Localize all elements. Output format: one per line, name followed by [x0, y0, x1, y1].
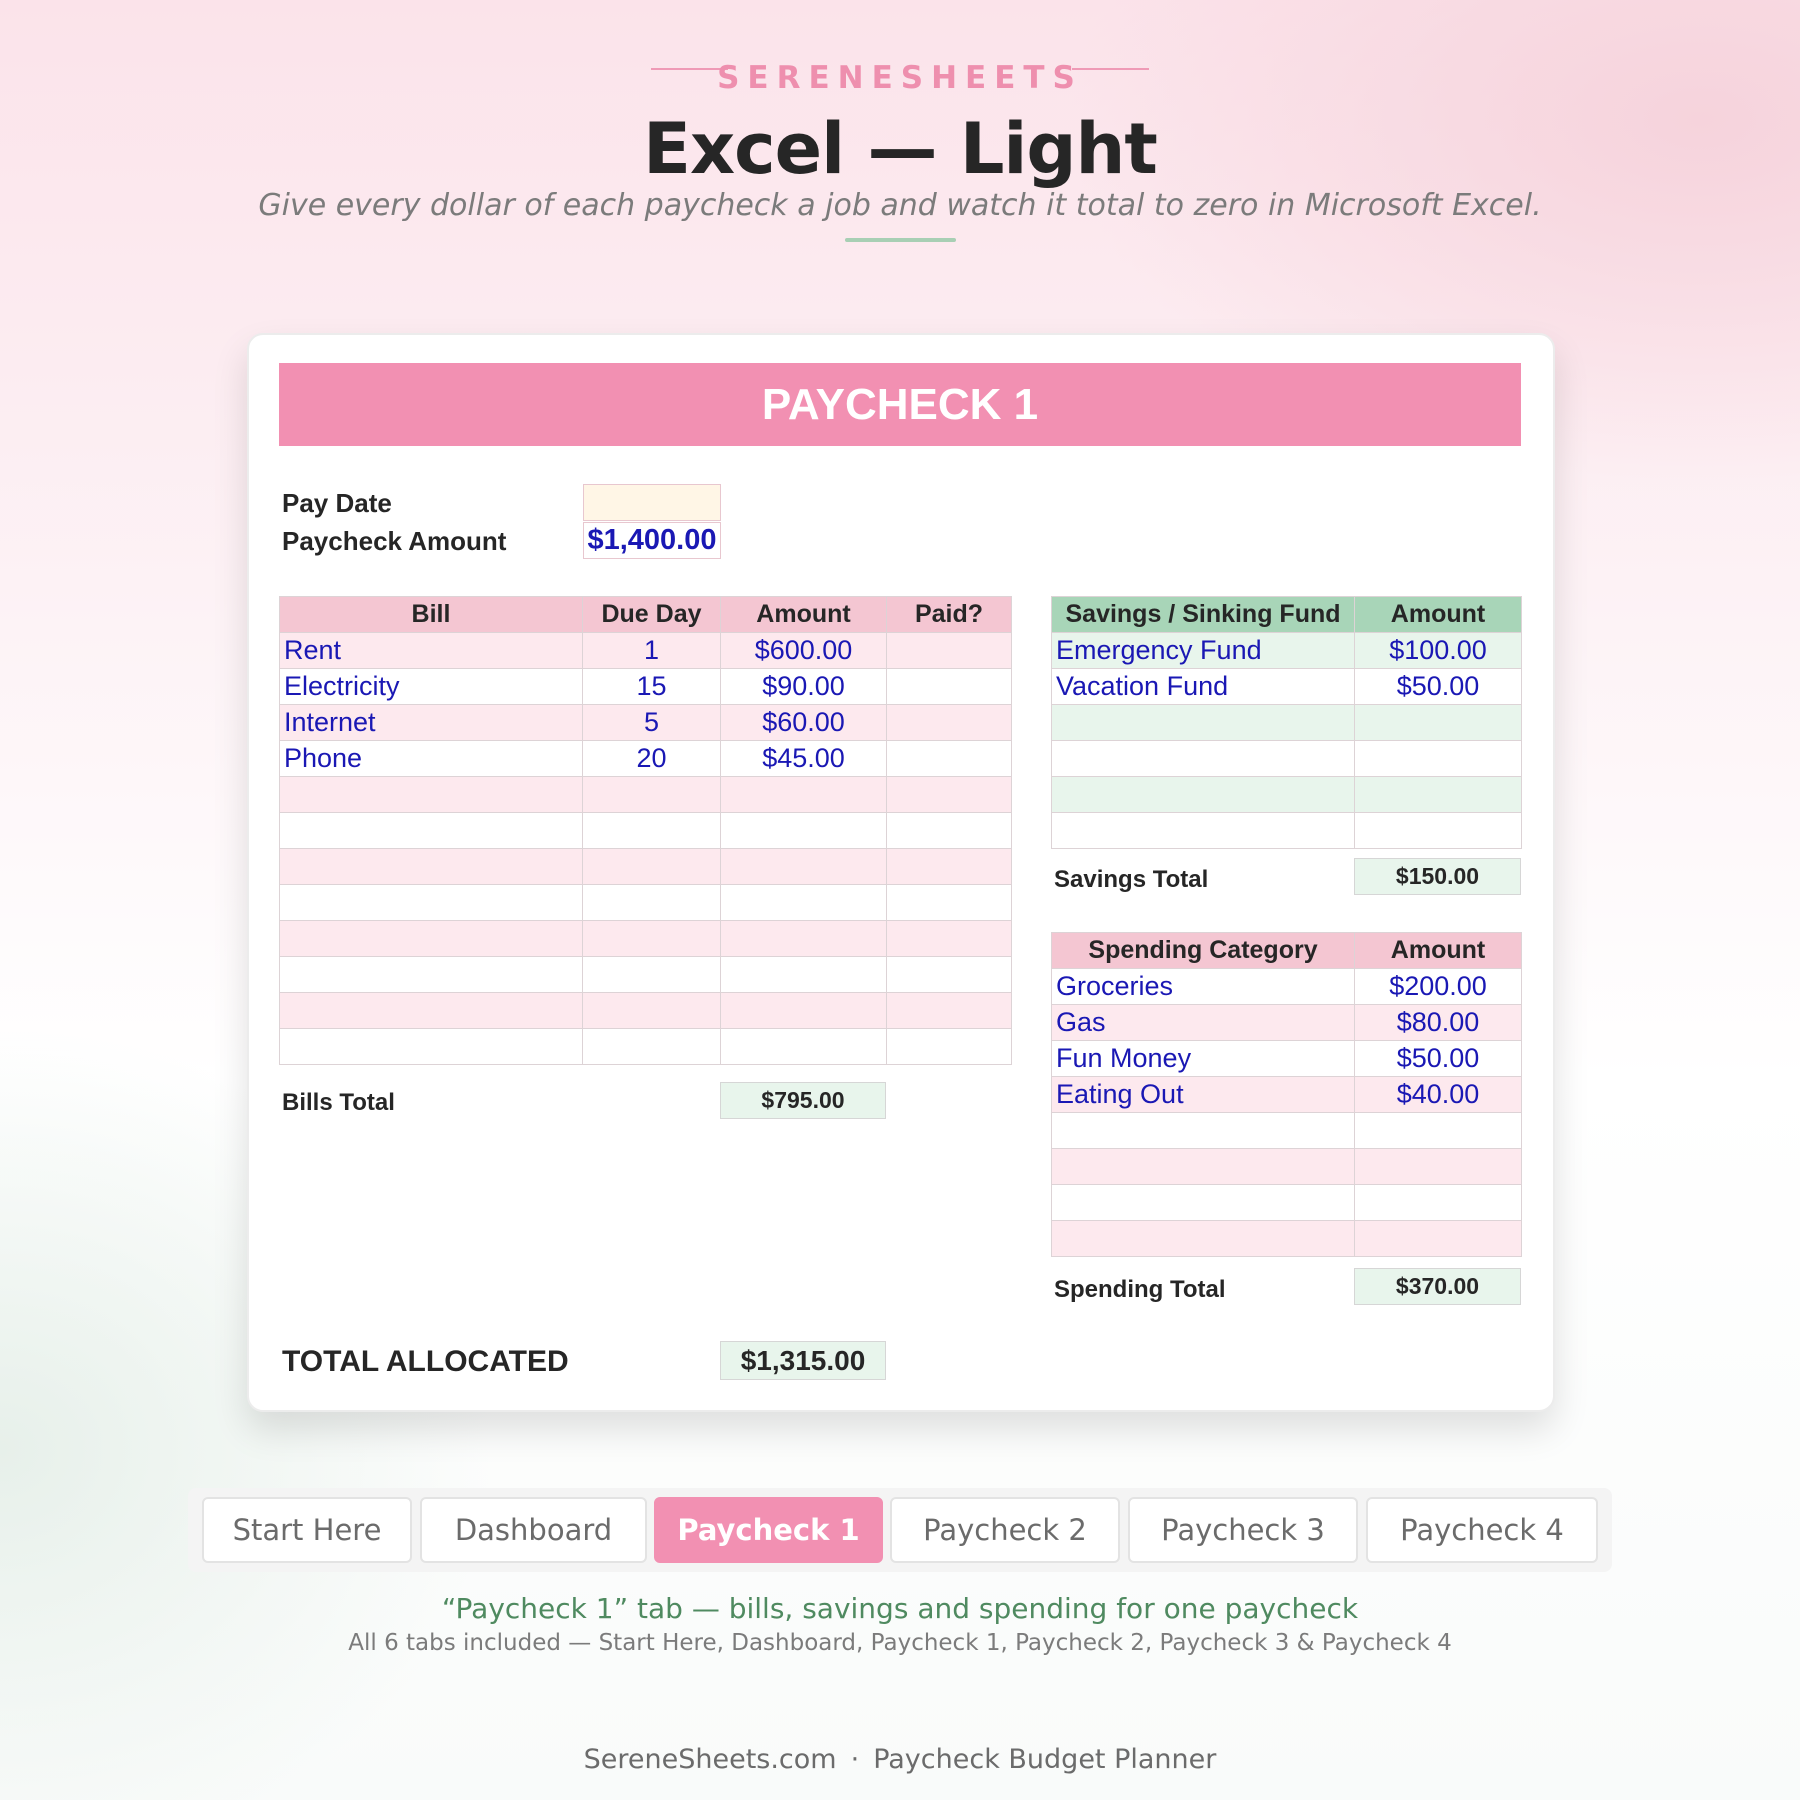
savings-cell[interactable] [1355, 705, 1522, 741]
spending-col-amount: Amount [1355, 933, 1522, 969]
spending-cell[interactable] [1355, 1113, 1522, 1149]
total-allocated-label: TOTAL ALLOCATED [282, 1345, 569, 1378]
tab-paycheck-1[interactable]: Paycheck 1 [654, 1497, 883, 1563]
bills-cell[interactable] [887, 885, 1012, 921]
bills-row [280, 1029, 1012, 1065]
savings-total-value: $150.00 [1354, 858, 1521, 895]
paycheck-amount-cell[interactable]: $1,400.00 [583, 522, 721, 559]
spending-cell[interactable]: $80.00 [1355, 1005, 1522, 1041]
page-title: Excel — Light [643, 108, 1157, 190]
spending-cell[interactable] [1355, 1221, 1522, 1257]
bills-header-row [280, 597, 1012, 633]
bills-row [280, 633, 1012, 669]
spending-cell[interactable] [1355, 1149, 1522, 1185]
bills-cell[interactable]: $90.00 [721, 669, 887, 705]
bills-cell[interactable]: 5 [583, 705, 721, 741]
spending-cell[interactable] [1052, 1149, 1355, 1185]
spending-cell[interactable]: $50.00 [1355, 1041, 1522, 1077]
savings-cell[interactable] [1052, 777, 1355, 813]
paycheck-amount-label: Paycheck Amount [282, 526, 507, 556]
savings-cell[interactable] [1052, 813, 1355, 849]
footer [0, 1744, 1800, 1775]
savings-row [1052, 777, 1522, 813]
tabs-included-note: All 6 tabs included — Start Here, Dashboard, Paycheck 1, Paycheck 2, Paycheck 3 & Paycheck 4 [348, 1630, 1452, 1656]
bills-cell[interactable] [280, 921, 583, 957]
tab-caption: “Paycheck 1” tab — bills, savings and spending for one paycheck [441, 1592, 1359, 1625]
bills-cell[interactable] [721, 849, 887, 885]
savings-row [1052, 633, 1522, 669]
savings-cell[interactable]: $100.00 [1355, 633, 1522, 669]
tab-paycheck-3[interactable]: Paycheck 3 [1128, 1497, 1358, 1563]
footer-separator: · [850, 1744, 860, 1775]
spending-cell[interactable] [1355, 1185, 1522, 1221]
bills-cell[interactable]: 1 [583, 633, 721, 669]
bills-cell[interactable] [583, 957, 721, 993]
bills-cell[interactable]: 15 [583, 669, 721, 705]
spending-col-category: Spending Category [1052, 933, 1355, 969]
bills-cell[interactable] [280, 885, 583, 921]
bills-cell[interactable]: Phone [280, 741, 583, 777]
spending-total-label: Spending Total [1054, 1276, 1226, 1303]
bills-cell[interactable] [721, 957, 887, 993]
bills-row [280, 741, 1012, 777]
spending-row [1052, 1041, 1522, 1077]
bills-cell[interactable] [887, 705, 1012, 741]
bills-cell[interactable] [583, 885, 721, 921]
bills-cell[interactable] [887, 957, 1012, 993]
bills-row [280, 921, 1012, 957]
bills-row [280, 885, 1012, 921]
spending-row [1052, 1185, 1522, 1221]
bills-cell[interactable] [887, 633, 1012, 669]
savings-cell[interactable] [1052, 705, 1355, 741]
spending-cell[interactable] [1052, 1113, 1355, 1149]
savings-cell[interactable]: Vacation Fund [1052, 669, 1355, 705]
spending-cell[interactable] [1052, 1185, 1355, 1221]
bills-col-bill: Bill [280, 597, 583, 633]
tab-start-here[interactable]: Start Here [202, 1497, 412, 1563]
bills-cell[interactable] [721, 813, 887, 849]
bills-cell[interactable] [280, 849, 583, 885]
bills-cell[interactable]: 20 [583, 741, 721, 777]
tab-paycheck-4[interactable]: Paycheck 4 [1366, 1497, 1598, 1563]
bills-col-amount: Amount [721, 597, 887, 633]
bills-col-due-day: Due Day [583, 597, 721, 633]
savings-row [1052, 741, 1522, 777]
spending-row [1052, 969, 1522, 1005]
bills-cell[interactable] [887, 813, 1012, 849]
spending-cell[interactable]: $200.00 [1355, 969, 1522, 1005]
tab-dashboard[interactable]: Dashboard [420, 1497, 647, 1563]
savings-row [1052, 813, 1522, 849]
spending-cell[interactable]: Gas [1052, 1005, 1355, 1041]
bills-cell[interactable] [887, 849, 1012, 885]
bills-cell[interactable]: Rent [280, 633, 583, 669]
bills-cell[interactable] [887, 993, 1012, 1029]
savings-col-fund: Savings / Sinking Fund [1052, 597, 1355, 633]
bills-cell[interactable] [280, 993, 583, 1029]
bills-cell[interactable]: $600.00 [721, 633, 887, 669]
bills-row [280, 705, 1012, 741]
bills-cell[interactable] [887, 741, 1012, 777]
bills-cell[interactable] [280, 777, 583, 813]
sheet-banner: PAYCHECK 1 [279, 363, 1521, 446]
bills-cell[interactable] [721, 885, 887, 921]
spending-cell[interactable]: Groceries [1052, 969, 1355, 1005]
page-subtitle: Give every dollar of each paycheck a job and watch it total to zero in Microsoft Excel. [258, 188, 1542, 223]
bills-row [280, 849, 1012, 885]
savings-cell[interactable]: $50.00 [1355, 669, 1522, 705]
bills-cell[interactable] [583, 849, 721, 885]
spending-cell[interactable] [1052, 1221, 1355, 1257]
savings-row [1052, 669, 1522, 705]
bills-cell[interactable] [721, 921, 887, 957]
footer-product: Paycheck Budget Planner [873, 1744, 1217, 1775]
spending-row [1052, 1149, 1522, 1185]
savings-cell[interactable] [1355, 741, 1522, 777]
tab-paycheck-2[interactable]: Paycheck 2 [890, 1497, 1120, 1563]
bills-total-label: Bills Total [282, 1089, 395, 1116]
bills-cell[interactable] [887, 777, 1012, 813]
spending-table [1051, 932, 1522, 1257]
spending-row [1052, 1005, 1522, 1041]
savings-row [1052, 705, 1522, 741]
bills-table [279, 596, 1012, 1065]
bills-row [280, 777, 1012, 813]
spending-row [1052, 1113, 1522, 1149]
bills-cell[interactable] [887, 1029, 1012, 1065]
savings-cell[interactable] [1355, 777, 1522, 813]
savings-cell[interactable] [1355, 813, 1522, 849]
spending-cell[interactable]: $40.00 [1355, 1077, 1522, 1113]
spending-row [1052, 1221, 1522, 1257]
brand-name: SERENESHEETS [717, 60, 1083, 96]
spending-cell[interactable]: Fun Money [1052, 1041, 1355, 1077]
bills-cell[interactable] [280, 813, 583, 849]
savings-total-label: Savings Total [1054, 866, 1209, 893]
savings-cell[interactable] [1052, 741, 1355, 777]
bills-row [280, 957, 1012, 993]
spending-total-value: $370.00 [1354, 1268, 1521, 1305]
bills-row [280, 993, 1012, 1029]
spending-cell[interactable]: Eating Out [1052, 1077, 1355, 1113]
bills-cell[interactable]: $45.00 [721, 741, 887, 777]
bills-cell[interactable] [583, 813, 721, 849]
footer-site: SereneSheets.com [583, 1744, 837, 1775]
bills-cell[interactable]: Internet [280, 705, 583, 741]
bills-cell[interactable] [583, 1029, 721, 1065]
bills-cell[interactable] [280, 1029, 583, 1065]
pay-date-label: Pay Date [282, 488, 392, 518]
bills-col-paid: Paid? [887, 597, 1012, 633]
bills-cell[interactable] [583, 993, 721, 1029]
bills-cell[interactable]: $60.00 [721, 705, 887, 741]
savings-col-amount: Amount [1355, 597, 1522, 633]
savings-table [1051, 596, 1522, 849]
bills-cell[interactable] [721, 777, 887, 813]
savings-cell[interactable]: Emergency Fund [1052, 633, 1355, 669]
bills-cell[interactable] [721, 1029, 887, 1065]
bills-cell[interactable] [583, 777, 721, 813]
pay-date-cell[interactable] [583, 484, 721, 521]
bills-cell[interactable] [721, 993, 887, 1029]
bills-cell[interactable] [887, 921, 1012, 957]
bills-row [280, 669, 1012, 705]
bills-cell[interactable] [887, 669, 1012, 705]
bills-cell[interactable] [280, 957, 583, 993]
total-allocated-value: $1,315.00 [720, 1341, 886, 1380]
title-accent-line [845, 238, 956, 242]
bills-cell[interactable]: Electricity [280, 669, 583, 705]
bills-total-value: $795.00 [720, 1082, 886, 1119]
bills-cell[interactable] [583, 921, 721, 957]
savings-header-row [1052, 597, 1522, 633]
spending-row [1052, 1077, 1522, 1113]
bills-row [280, 813, 1012, 849]
spending-header-row [1052, 933, 1522, 969]
